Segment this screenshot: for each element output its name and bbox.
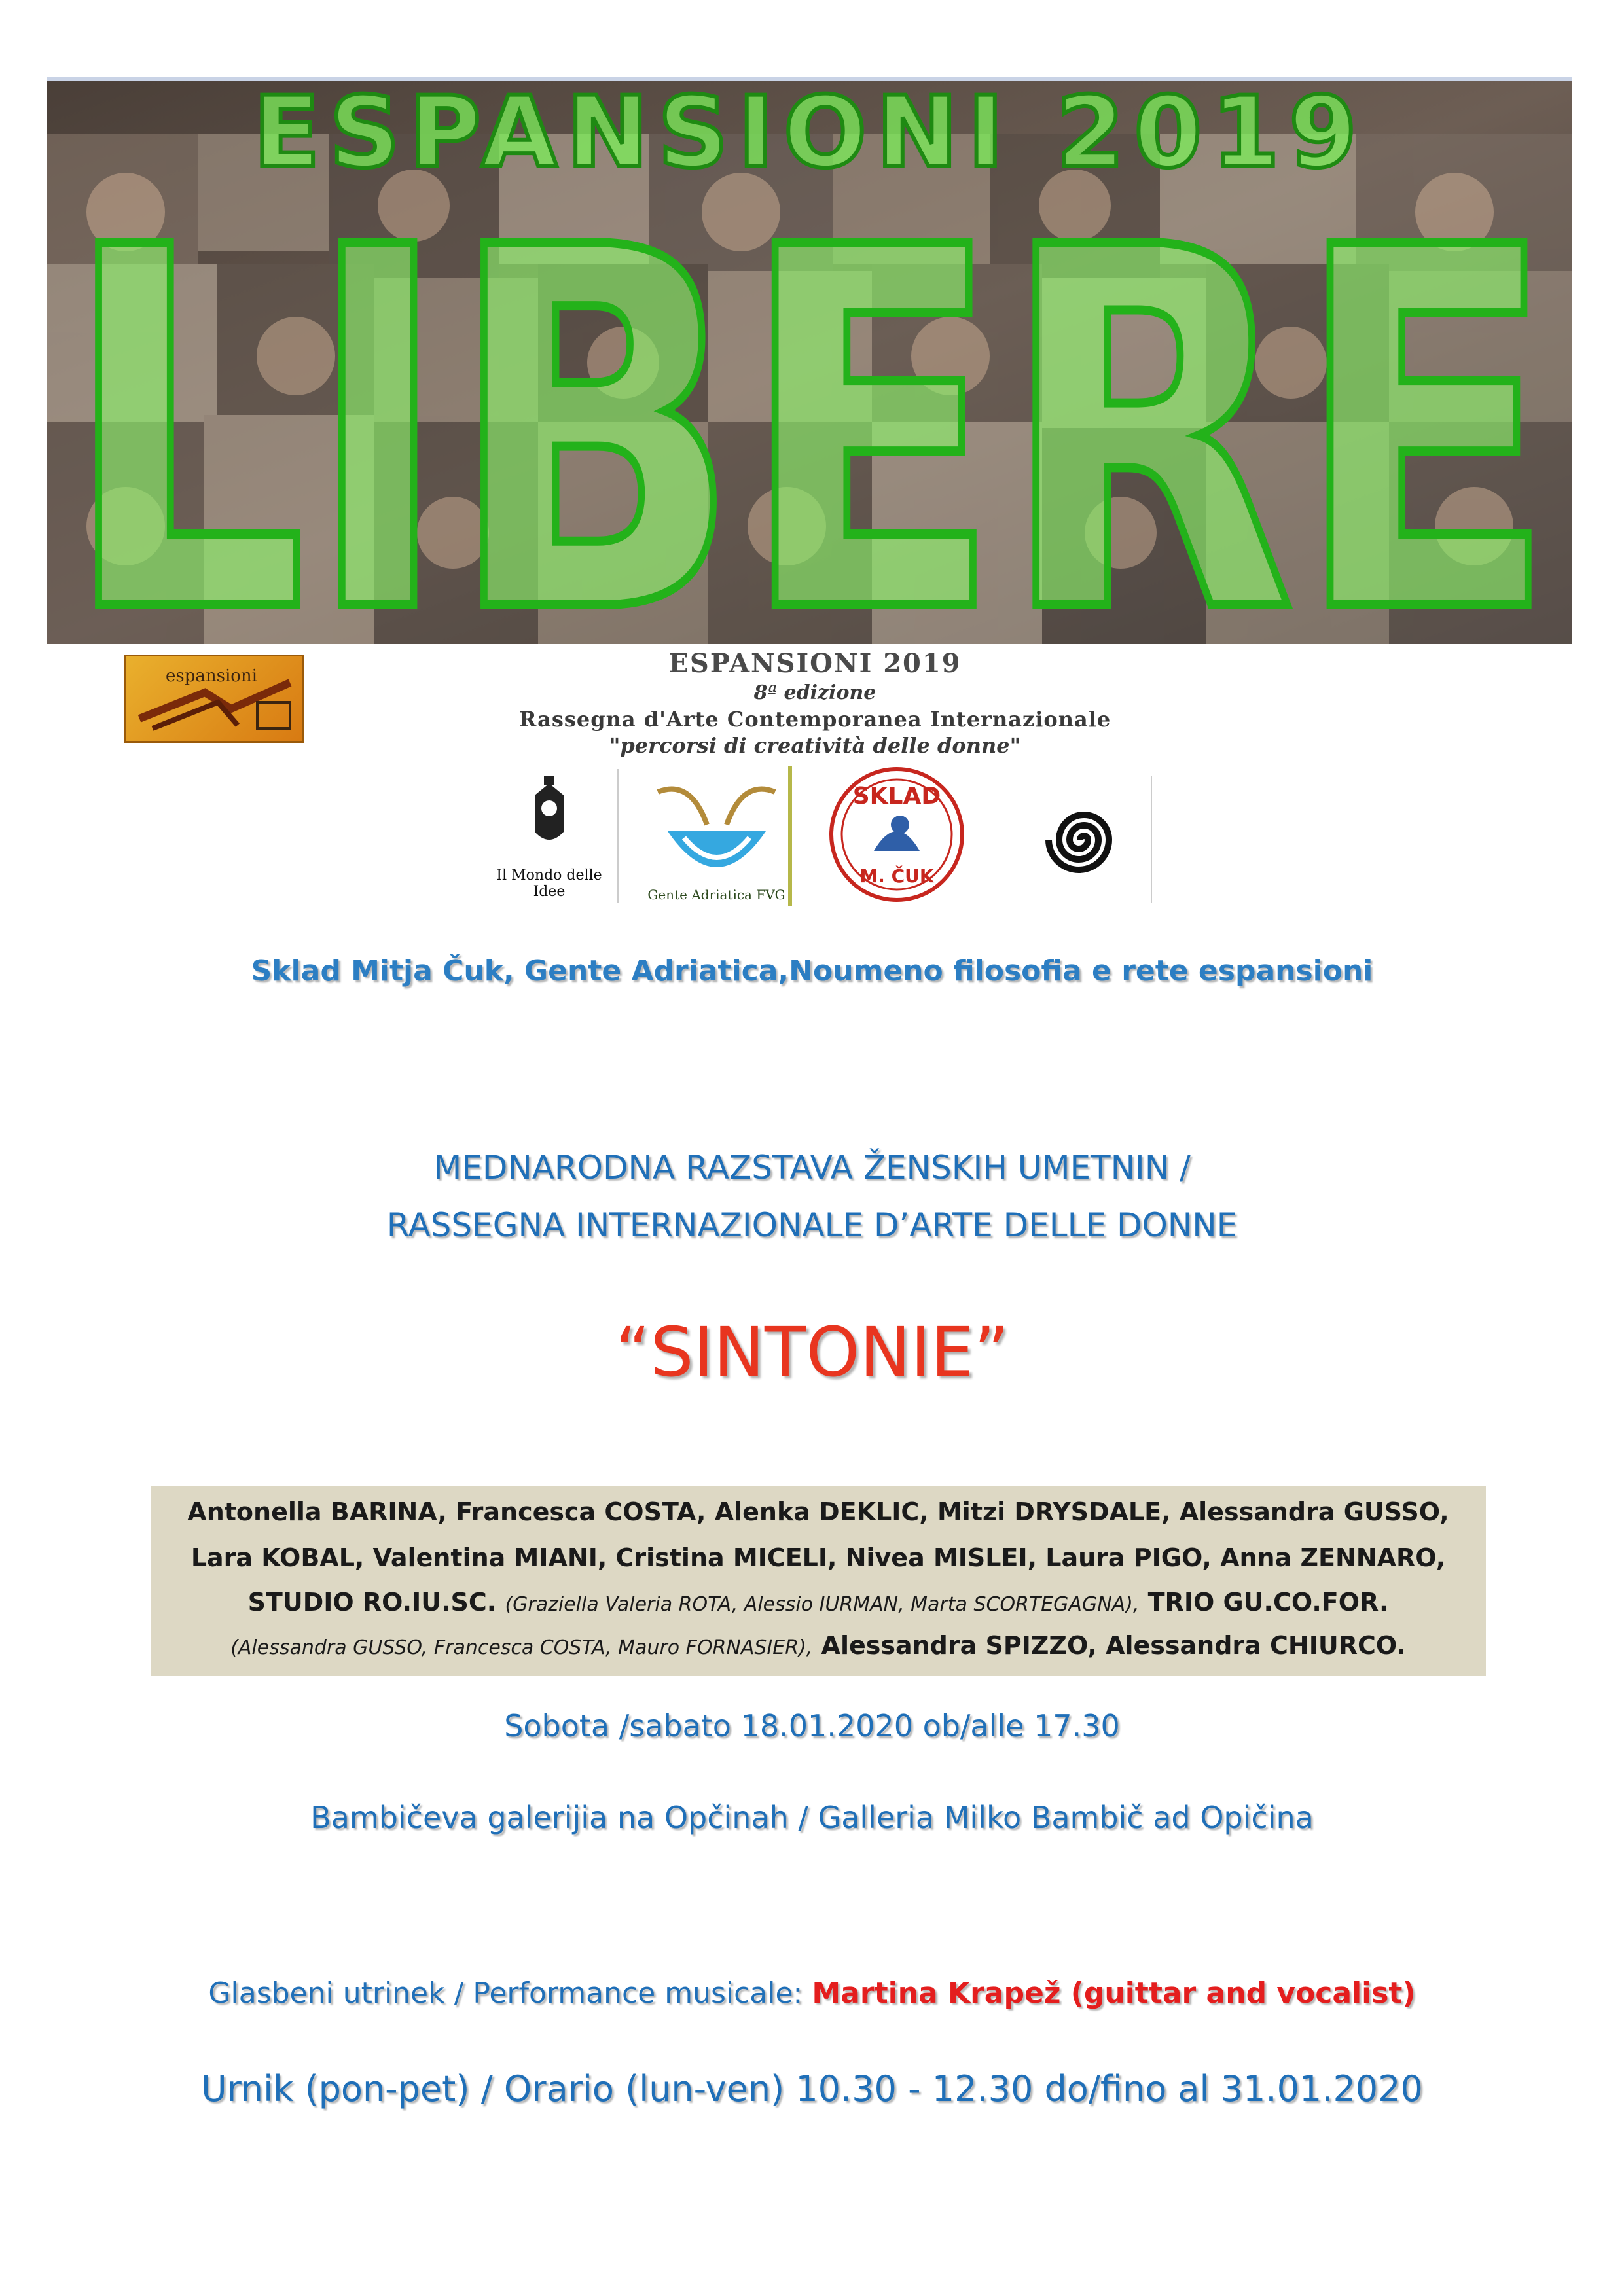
partner-name: Il Mondo delle Idee <box>496 867 602 900</box>
artists-line <box>151 1631 1486 1660</box>
sklad-badge-icon <box>828 766 965 903</box>
logo-noumeno-spiral <box>1008 776 1152 903</box>
artist-group-members: (Alessandra GUSSO, Francesca COSTA, Mauro FORNASIER), <box>230 1636 813 1659</box>
music-performance <box>0 1977 1624 2010</box>
banner-collage <box>47 81 1572 644</box>
partner-name: Gente Adriatica FVG <box>647 887 785 903</box>
crest-icon <box>481 769 617 867</box>
exhibition-heading-slovene: MEDNARODNA RAZSTAVA ŽENSKIH UMETNIN / <box>433 1149 1191 1187</box>
wave-logo-icon <box>645 766 788 887</box>
festival-subtitle <box>367 648 1263 758</box>
artists-names: Alessandra SPIZZO, Alessandra CHIURCO. <box>821 1631 1406 1660</box>
banner-top-text: ESPANSIONI 2019 <box>253 81 1367 190</box>
festival-logo-text: espansioni <box>166 666 257 686</box>
artists-line <box>151 1588 1486 1617</box>
logo-il-mondo-delle-idee <box>481 769 619 903</box>
music-performer: Martina Krapež (guittar and vocalist) <box>812 1977 1416 2010</box>
festival-tagline: "percorsi di creatività delle donne" <box>609 733 1021 758</box>
opening-date: Sobota /sabato 18.01.2020 ob/alle 17.30 <box>504 1708 1120 1744</box>
event-banner <box>47 77 1572 644</box>
festival-logo <box>124 655 304 743</box>
artist-group: STUDIO RO.IU.SC. <box>247 1588 497 1617</box>
organizers-line: Sklad Mitja Čuk, Gente Adriatica,Noumeno filosofia e rete espansioni <box>251 954 1373 988</box>
venue: Bambičeva galerijia na Opčinah / Galleria Milko Bambič ad Opičina <box>310 1800 1314 1835</box>
festival-name: ESPANSIONI 2019 <box>668 648 962 679</box>
exhibition-title: “SINTONIE” <box>615 1312 1009 1392</box>
sklad-sub-text: M. ČUK <box>859 865 934 887</box>
sklad-text: SKLAD <box>852 783 941 810</box>
artists-list <box>151 1486 1486 1676</box>
spiral-icon <box>1008 776 1151 903</box>
festival-edition: 8ª edizione <box>753 681 876 704</box>
artist-group-members: (Graziella Valeria ROTA, Alessio IURMAN, Marta SCORTEGAGNA), <box>505 1593 1140 1616</box>
artist-group: TRIO GU.CO.FOR. <box>1147 1588 1389 1617</box>
banner-big-text: LIBERE <box>63 144 1556 644</box>
artists-line: Antonella BARINA, Francesca COSTA, Alenka DEKLIC, Mitzi DRYSDALE, Alessandra GUSSO, <box>187 1498 1449 1526</box>
exhibition-heading-italian: RASSEGNA INTERNAZIONALE D’ARTE DELLE DONNE <box>386 1206 1238 1244</box>
music-label: Glasbeni utrinek / Performance musicale: <box>208 1977 803 2010</box>
opening-hours: Urnik (pon-pet) / Orario (lun-ven) 10.30 - 12.30 do/fino al 31.01.2020 <box>201 2068 1423 2109</box>
logo-sklad-mitja-cuk <box>828 766 965 903</box>
logo-gente-adriatica <box>645 766 792 906</box>
artists-line: Lara KOBAL, Valentina MIANI, Cristina MICELI, Nivea MISLEI, Laura PIGO, Anna ZENNARO, <box>190 1543 1446 1572</box>
festival-description: Rassegna d'Arte Contemporanea Internazionale <box>518 707 1111 732</box>
